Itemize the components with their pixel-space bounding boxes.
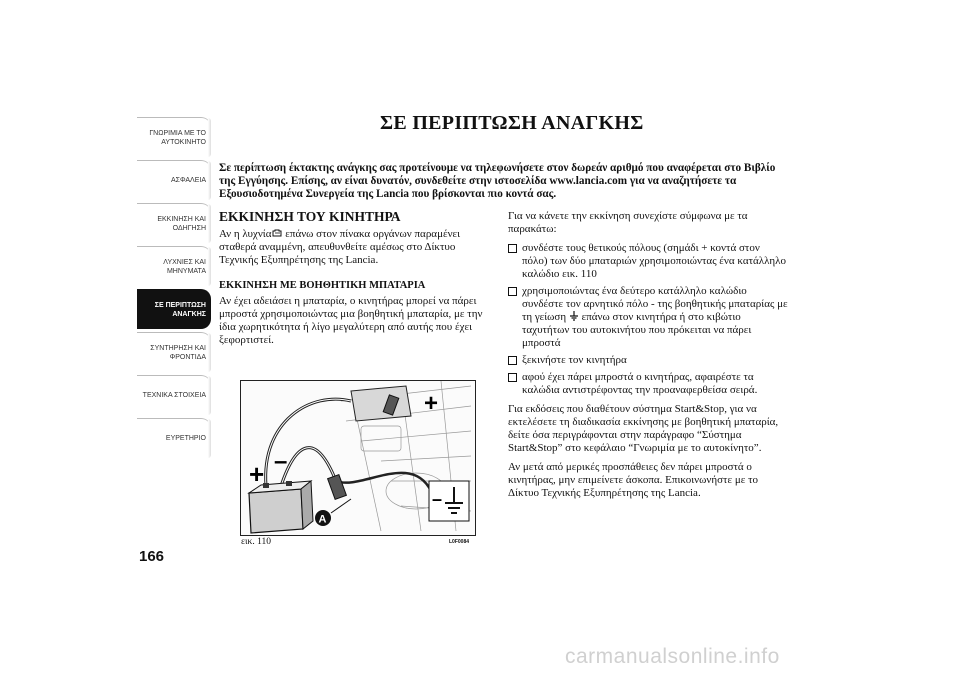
- jump-start-paragraph: Αν έχει αδειάσει η μπαταρία, ο κινητήρας μπορεί να πάρει μπροστά χρησιμοποιώντας μια βοηθητική μπαταρία, με την ίδια χωρητικότητα ή λίγο μεγαλύτερη από αυτής που έχει ξεφορτιστεί.: [219, 295, 483, 346]
- plus-symbol: +: [249, 459, 265, 489]
- tab-starting-driving[interactable]: ΕΚΚΙΝΗΣΗ ΚΑΙ ΟΔΗΓΗΣΗ: [137, 203, 211, 243]
- tab-safety[interactable]: ΑΣΦΑΛΕΙΑ: [137, 160, 211, 200]
- tab-maintenance[interactable]: ΣΥΝΤΗΡΗΣΗ ΚΑΙ ΦΡΟΝΤΙΔΑ: [137, 332, 211, 372]
- tab-warning-lights[interactable]: ΛΥΧΝΙΕΣ ΚΑΙ ΜΗΝΥΜΑΤΑ: [137, 246, 211, 286]
- tab-emergency[interactable]: ΣΕ ΠΕΡΙΠΤΩΣΗ ΑΝΑΓΚΗΣ: [137, 289, 211, 329]
- left-column: [219, 210, 487, 353]
- ground-symbol: [429, 481, 469, 521]
- list-item: ξεκινήστε τον κινητήρα: [508, 354, 788, 367]
- section-heading: ΕΚΚΙΝΗΣΗ ΤΟΥ ΚΙΝΗΤΗΡΑ: [219, 209, 401, 224]
- list-item: αφού έχει πάρει μπροστά ο κινητήρας, αφαιρέστε τα καλώδια αντιστρέφοντας την προαναφερθείσα σειρά.: [508, 371, 788, 397]
- minus-symbol-ground: –: [432, 489, 443, 509]
- list-item: χρησιμοποιώντας ένα δεύτερο κατάλληλο καλώδιο συνδέστε τον αρνητικό πόλο - της βοηθητικής μπαταρίας με τη γείωση επάνω στον κινητήρα ή στο κιβώτιο ταχυτήτων του αυτοκινήτου που πρόκειται να πάρει μπροστά: [508, 285, 788, 350]
- plus-symbol-host: +: [424, 390, 439, 417]
- right-column: [508, 210, 788, 506]
- start-stop-paragraph: Για εκδόσεις που διαθέτουν σύστημα Start&Stop, για να εκτελέσετε τη διαδικασία εκκίνησης με βοηθητική μπαταρία, δείτε όσα περιγράφονται στην παράγραφο “Σύστημα Start&Stop” στο κεφάλαιο “Γνωριμία με το αυτοκίνητο”.: [508, 403, 779, 454]
- chapter-tabs: [137, 117, 211, 461]
- tab-technical-data[interactable]: ΤΕΧΝΙΚΑ ΣΤΟΙΧΕΙΑ: [137, 375, 211, 415]
- battery-cables-drawing: [241, 381, 475, 535]
- jump-start-illustration: [240, 380, 476, 536]
- tab-index[interactable]: ΕΥΡΕΤΗΡΙΟ: [137, 418, 211, 458]
- page-number: 166: [139, 548, 165, 565]
- subsection-heading: ΕΚΚΙΝΗΣΗ ΜΕ ΒΟΗΘΗΤΙΚΗ ΜΠΑΤΑΡΙΑ: [219, 280, 426, 291]
- label-a: A: [318, 513, 327, 526]
- engine-warning-icon: [272, 228, 283, 238]
- page-title: ΣΕ ΠΕΡΙΠΤΩΣΗ ΑΝΑΓΚΗΣ: [380, 112, 644, 134]
- procedure-lead: Για να κάνετε την εκκίνηση συνεχίστε σύμφωνα με τα παρακάτω:: [508, 210, 748, 235]
- minus-symbol: –: [274, 448, 288, 475]
- final-paragraph: Αν μετά από μερικές προσπάθειες δεν πάρει μπροστά ο κινητήρας, μην επιμείνετε άσκοπα. Επικοινωνήστε με το Δίκτυο Τεχνικής Εξυπηρέτησης της Lancia.: [508, 461, 759, 499]
- checkbox-icon: [508, 287, 517, 296]
- figure-code: L0F0084: [449, 539, 470, 545]
- warning-light-paragraph: Αν η λυχνία επάνω στον πίνακα οργάνων παραμένει σταθερά αναμμένη, απευθυνθείτε αμέσως στο Δίκτυο Τεχνικής Εξυπηρέτησης της Lancia.: [219, 228, 461, 266]
- watermark: carmanualsonline.info: [565, 645, 780, 668]
- checkbox-icon: [508, 244, 517, 253]
- checkbox-icon: [508, 373, 517, 382]
- intro-paragraph: Σε περίπτωση έκτακτης ανάγκης σας προτείνουμε να τηλεφωνήσετε στον δωρεάν αριθμό που αναφέρεται στο Βιβλίο της Εγγύησης. Επίσης, αν είναι δυνατόν, συνδεθείτε στην ιστοσελίδα www.lancia.com για να αναζητήσετε τα Εξουσιοδοτημένα Συνεργεία της Lancia που βρίσκονται πιο κοντά σας.: [219, 162, 776, 200]
- figure-caption: εικ. 110: [241, 537, 271, 547]
- ground-icon: [569, 311, 579, 321]
- checkbox-icon: [508, 356, 517, 365]
- procedure-list: [508, 242, 788, 397]
- tab-getting-to-know[interactable]: ΓΝΩΡΙΜΙΑ ΜΕ ΤΟ ΑΥΤΟΚΙΝΗΤΟ: [137, 117, 211, 157]
- list-item: συνδέστε τους θετικούς πόλους (σημάδι + κοντά στον πόλο) των δύο μπαταριών χρησιμοποιώντας ένα κατάλληλο καλώδιο εικ. 110: [508, 242, 788, 281]
